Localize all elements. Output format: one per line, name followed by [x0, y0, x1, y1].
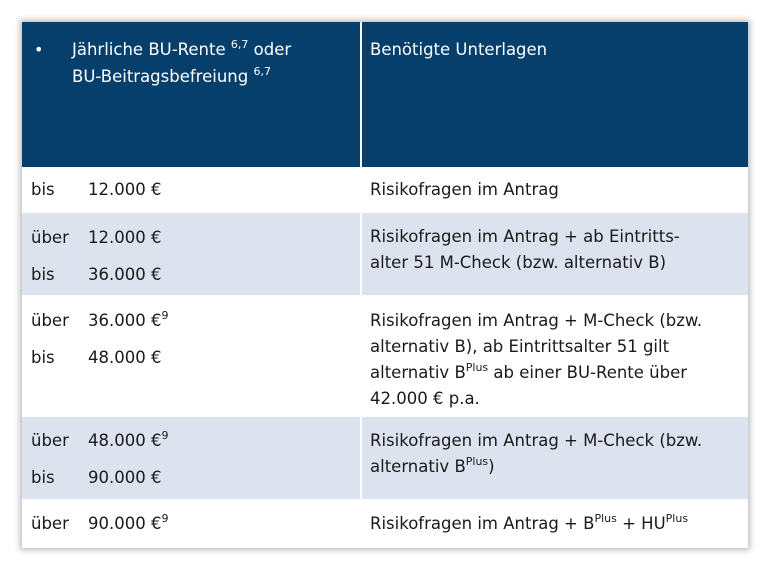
range-amount: 36.000 €$^9$	[88, 309, 169, 330]
range-keyword: bis	[31, 180, 55, 199]
range-keyword: bis	[31, 468, 55, 487]
documents-text: Risikofragen im Antrag + M-Check (bzw. alternativ B), ab Eintrittsalter 51 gilt alternativ $B^{Plus}$ ab einer BU-Rente über 42.000 € p.a.	[370, 311, 703, 408]
table-row	[22, 212, 748, 296]
range-keyword: über	[31, 311, 69, 330]
header-cell-documents	[361, 22, 748, 167]
bu-requirements-table	[22, 22, 748, 544]
bullet-icon: •	[34, 40, 44, 59]
table-row	[22, 416, 748, 500]
documents-text: Risikofragen im Antrag + $B^{Plus} + HU^{Plus}$	[370, 512, 689, 533]
header-cell-amount	[22, 22, 361, 167]
documents-text: Risikofragen im Antrag	[370, 180, 559, 199]
range-amount: 36.000 €	[88, 265, 162, 284]
header-amount-text: Jährliche BU-Rente $^{6,7}$ oder BU-Beitragsbefreiung $^{6,7}$	[72, 38, 292, 86]
range-amount: 90.000 €$^9$	[88, 512, 169, 533]
table-header-row	[22, 22, 748, 167]
range-keyword: über	[31, 228, 69, 247]
documents-text: Risikofragen im Antrag + ab Eintritts- alter 51 M-Check (bzw. alternativ B)	[370, 227, 680, 272]
range-keyword: bis	[31, 265, 55, 284]
table-row	[22, 500, 748, 544]
range-keyword: bis	[31, 348, 55, 367]
range-amount: 12.000 €	[88, 180, 162, 199]
range-amount: 90.000 €	[88, 468, 162, 487]
range-amount: 12.000 €	[88, 228, 162, 247]
range-amount: 48.000 €	[88, 348, 162, 367]
table-row	[22, 167, 748, 212]
range-amount: 48.000 €$^9$	[88, 429, 169, 450]
header-documents-text: Benötigte Unterlagen	[370, 40, 548, 59]
documents-text: Risikofragen im Antrag + M-Check (bzw. alternativ $B^{Plus}$)	[370, 431, 703, 476]
range-keyword: über	[31, 514, 69, 533]
range-keyword: über	[31, 431, 69, 450]
document-frame	[22, 22, 748, 548]
table-row	[22, 296, 748, 416]
